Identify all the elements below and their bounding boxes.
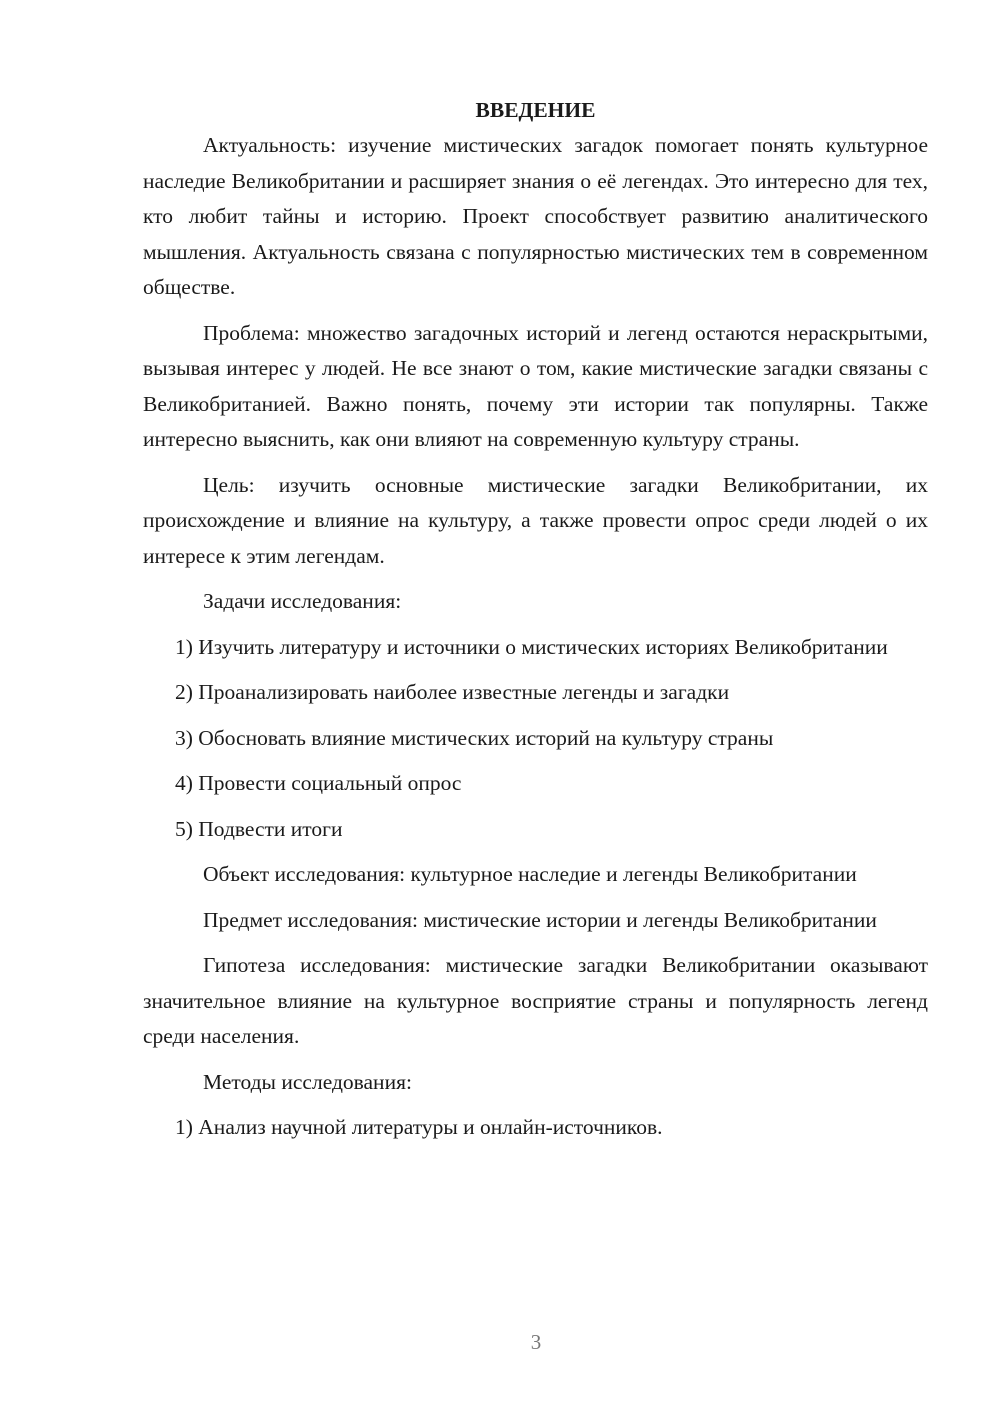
relevance-paragraph: Актуальность: изучение мистических загадок помогает понять культурное наследие Великобритании и расширяет знания о её легендах. Это интересно для тех, кто любит тайны и историю. Проект способствует развитию аналитического мышления. Актуальность связана с популярностью мистических тем в современном обществе. bbox=[143, 133, 928, 299]
task-item: 5) Подвести итоги bbox=[175, 816, 343, 841]
tasks-heading: Задачи исследования: bbox=[203, 589, 402, 613]
task-item: 4) Провести социальный опрос bbox=[175, 771, 462, 795]
task-item: 2) Проанализировать наиболее известные легенды и загадки bbox=[175, 680, 730, 704]
object-paragraph: Объект исследования: культурное наследие и легенды Великобритании bbox=[203, 862, 857, 886]
method-item: 1) Анализ научной литературы и онлайн-источников. bbox=[175, 1115, 663, 1139]
task-item: 1) Изучить литературу и источники о мистических историях Великобритании bbox=[175, 634, 888, 659]
hypothesis-paragraph: Гипотеза исследования: мистические загадки Великобритании оказывают значительное влияние на культурное восприятие страны и популярность легенд среди населения. bbox=[143, 953, 928, 1048]
problem-paragraph: Проблема: множество загадочных историй и легенд остаются нераскрытыми, вызывая интерес у людей. Не все знают о том, какие мистические загадки связаны с Великобританией. Важно понять, почему эти истории так популярны. Также интересно выяснить, как они влияют на современную культуру страны. bbox=[143, 320, 928, 451]
goal-paragraph: Цель: изучить основные мистические загадки Великобритании, их происхождение и влияние на культуру, а также провести опрос среди людей о их интересе к этим легендам. bbox=[143, 472, 928, 568]
page-content bbox=[143, 93, 928, 1146]
subject-paragraph: Предмет исследования: мистические истории и легенды Великобритании bbox=[203, 907, 877, 932]
section-title: ВВЕДЕНИЕ bbox=[475, 98, 596, 122]
methods-heading: Методы исследования: bbox=[203, 1069, 412, 1094]
page-number: 3 bbox=[530, 1330, 542, 1354]
task-item: 3) Обосновать влияние мистических историй на культуру страны bbox=[175, 725, 774, 750]
